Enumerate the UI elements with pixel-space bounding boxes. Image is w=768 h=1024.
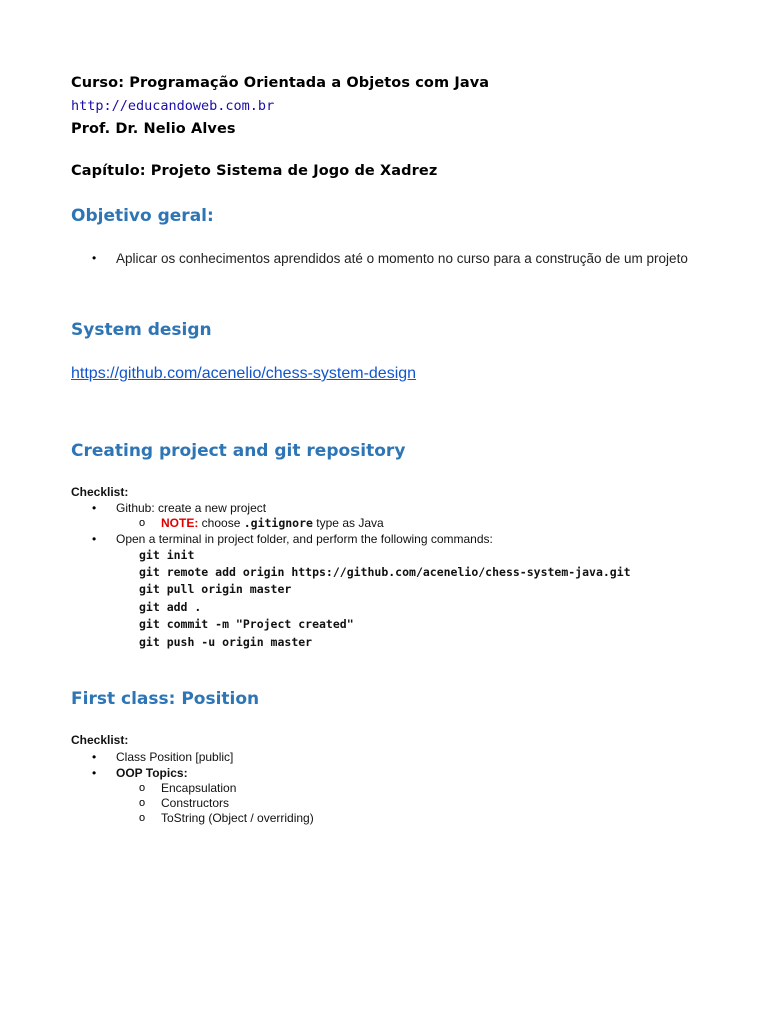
circle-bullet-icon: o (139, 517, 146, 529)
circle-bullet-icon: o (139, 782, 146, 794)
creating-project-heading: Creating project and git repository (71, 441, 406, 461)
bullet-icon: • (92, 766, 97, 780)
objetivo-item: Aplicar os conhecimentos aprendidos até o momento no curso para a construção de um projeto (116, 251, 688, 266)
checklist-item-terminal: Open a terminal in project folder, and perform the following commands: (116, 532, 493, 546)
checklist-item-oop-topics: OOP Topics: (116, 766, 188, 780)
command-line: git add . (139, 600, 202, 614)
note-pre: choose (198, 516, 244, 530)
note-item (161, 516, 384, 530)
note-label: NOTE: (161, 516, 199, 530)
checklist-label: Checklist: (71, 733, 129, 747)
bullet-icon: • (92, 501, 97, 515)
note-post: type as Java (312, 516, 384, 530)
command-line: git pull origin master (139, 582, 292, 596)
chapter-title: Capítulo: Projeto Sistema de Jogo de Xadrez (71, 163, 438, 179)
circle-bullet-icon: o (139, 797, 146, 809)
command-line: git push -u origin master (139, 635, 313, 649)
site-link[interactable]: http://educandoweb.com.br (71, 98, 275, 114)
system-design-heading: System design (71, 320, 212, 340)
bullet-icon: • (92, 750, 97, 764)
bullet-icon: • (92, 532, 97, 546)
command-line: git commit -m "Project created" (139, 617, 354, 631)
checklist-label: Checklist: (71, 485, 129, 499)
circle-bullet-icon: o (139, 812, 146, 824)
oop-subitem: Encapsulation (161, 781, 237, 795)
course-title: Curso: Programação Orientada a Objetos com Java (71, 75, 490, 91)
command-line: git init (139, 548, 195, 562)
checklist-item-class-position: Class Position [public] (116, 750, 234, 764)
system-design-link[interactable]: https://github.com/acenelio/chess-system-design (71, 365, 417, 382)
first-class-heading: First class: Position (71, 689, 260, 709)
objetivo-heading: Objetivo geral: (71, 206, 214, 226)
bullet-icon: • (92, 251, 97, 265)
professor-name: Prof. Dr. Nelio Alves (71, 121, 236, 137)
command-line: git remote add origin https://github.com/acenelio/chess-system-java.git (139, 565, 631, 579)
oop-subitem: Constructors (161, 796, 230, 810)
gitignore-code: .gitignore (243, 516, 313, 530)
oop-subitem: ToString (Object / overriding) (161, 811, 314, 825)
checklist-item-github: Github: create a new project (116, 501, 267, 515)
